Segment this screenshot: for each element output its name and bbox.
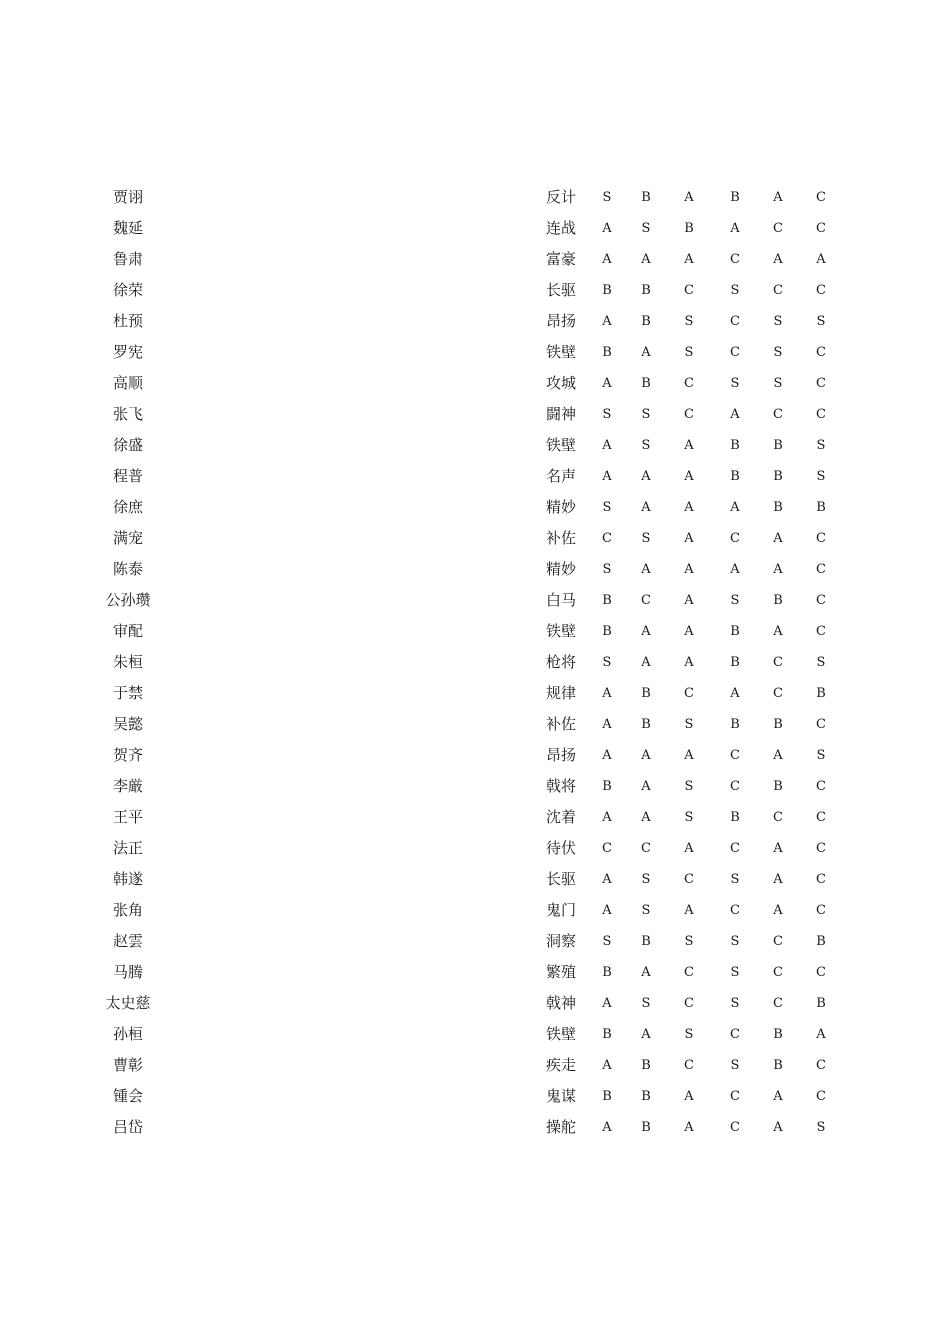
table-row bbox=[0, 492, 950, 523]
aptitude-grade: C bbox=[816, 283, 826, 298]
aptitude-grade: S bbox=[684, 717, 694, 732]
aptitude-grade: C bbox=[816, 407, 826, 422]
aptitude-grade: S bbox=[816, 655, 826, 670]
aptitude-grade: C bbox=[730, 1089, 740, 1104]
aptitude-grade: A bbox=[602, 686, 612, 701]
aptitude-grade: S bbox=[816, 469, 826, 484]
aptitude-grade: B bbox=[730, 655, 740, 670]
general-name: 程普 bbox=[112, 467, 143, 485]
aptitude-grade: B bbox=[730, 624, 740, 639]
aptitude-grade: C bbox=[641, 841, 651, 856]
general-name: 贺齐 bbox=[112, 746, 143, 764]
aptitude-grade: C bbox=[602, 841, 612, 856]
aptitude-grade: S bbox=[641, 996, 651, 1011]
aptitude-grade: B bbox=[641, 314, 651, 329]
aptitude-grade: S bbox=[730, 872, 740, 887]
aptitude-grade: A bbox=[730, 407, 740, 422]
aptitude-grade: C bbox=[773, 407, 783, 422]
special-skill: 名声 bbox=[545, 467, 576, 485]
aptitude-grade: S bbox=[602, 500, 612, 515]
aptitude-grade: B bbox=[684, 221, 694, 236]
aptitude-grade: B bbox=[773, 717, 783, 732]
aptitude-grade: B bbox=[773, 500, 783, 515]
aptitude-grade: B bbox=[730, 190, 740, 205]
aptitude-grade: C bbox=[773, 686, 783, 701]
aptitude-grade: C bbox=[684, 872, 694, 887]
aptitude-grade: A bbox=[602, 314, 612, 329]
aptitude-grade: A bbox=[773, 190, 783, 205]
table-row bbox=[0, 709, 950, 740]
aptitude-grade: C bbox=[684, 686, 694, 701]
general-name: 马腾 bbox=[112, 963, 143, 981]
aptitude-grade: A bbox=[602, 221, 612, 236]
aptitude-grade: C bbox=[730, 1027, 740, 1042]
aptitude-grade: B bbox=[773, 469, 783, 484]
general-name: 张角 bbox=[112, 901, 143, 919]
aptitude-grade: C bbox=[773, 221, 783, 236]
aptitude-grade: B bbox=[730, 469, 740, 484]
table-row bbox=[0, 864, 950, 895]
aptitude-grade: A bbox=[641, 965, 651, 980]
aptitude-grade: S bbox=[684, 810, 694, 825]
table-row bbox=[0, 554, 950, 585]
aptitude-grade: B bbox=[773, 1058, 783, 1073]
general-name: 太史慈 bbox=[105, 994, 151, 1012]
aptitude-grade: A bbox=[773, 252, 783, 267]
aptitude-grade: B bbox=[730, 810, 740, 825]
aptitude-grade: B bbox=[641, 283, 651, 298]
aptitude-grade: A bbox=[684, 1120, 694, 1135]
aptitude-grade: S bbox=[684, 779, 694, 794]
special-skill: 铁壁 bbox=[545, 1025, 576, 1043]
aptitude-grade: B bbox=[602, 283, 612, 298]
aptitude-grade: C bbox=[730, 1120, 740, 1135]
table-row bbox=[0, 1112, 950, 1143]
special-skill: 精妙 bbox=[545, 560, 576, 578]
aptitude-grade: B bbox=[602, 345, 612, 360]
aptitude-grade: A bbox=[773, 872, 783, 887]
aptitude-grade: S bbox=[602, 655, 612, 670]
table-row bbox=[0, 926, 950, 957]
aptitude-grade: A bbox=[641, 252, 651, 267]
aptitude-grade: A bbox=[730, 500, 740, 515]
aptitude-grade: A bbox=[730, 686, 740, 701]
aptitude-grade: A bbox=[773, 1089, 783, 1104]
aptitude-grade: C bbox=[816, 779, 826, 794]
aptitude-grade: A bbox=[602, 252, 612, 267]
aptitude-grade: S bbox=[602, 407, 612, 422]
aptitude-grade: B bbox=[641, 1058, 651, 1073]
aptitude-grade: S bbox=[773, 314, 783, 329]
aptitude-grade: C bbox=[773, 965, 783, 980]
aptitude-grade: S bbox=[816, 1120, 826, 1135]
general-name: 高顺 bbox=[112, 374, 143, 392]
aptitude-grade: A bbox=[773, 1120, 783, 1135]
general-name: 审配 bbox=[112, 622, 143, 640]
aptitude-grade: C bbox=[730, 841, 740, 856]
aptitude-grade: C bbox=[816, 190, 826, 205]
aptitude-grade: B bbox=[773, 438, 783, 453]
aptitude-grade: C bbox=[816, 717, 826, 732]
aptitude-grade: C bbox=[730, 748, 740, 763]
aptitude-grade: C bbox=[641, 593, 651, 608]
general-name: 法正 bbox=[112, 839, 143, 857]
aptitude-grade: A bbox=[602, 872, 612, 887]
aptitude-grade: B bbox=[602, 624, 612, 639]
special-skill: 昂扬 bbox=[545, 312, 576, 330]
general-name: 李厳 bbox=[112, 777, 143, 795]
aptitude-grade: C bbox=[773, 810, 783, 825]
table-row bbox=[0, 988, 950, 1019]
aptitude-grade: S bbox=[773, 345, 783, 360]
aptitude-grade: C bbox=[773, 655, 783, 670]
aptitude-grade: A bbox=[684, 1089, 694, 1104]
aptitude-grade: C bbox=[816, 1058, 826, 1073]
aptitude-grade: C bbox=[684, 376, 694, 391]
aptitude-grade: A bbox=[730, 221, 740, 236]
aptitude-grade: C bbox=[816, 872, 826, 887]
table-row bbox=[0, 244, 950, 275]
table-row bbox=[0, 647, 950, 678]
aptitude-grade: S bbox=[684, 934, 694, 949]
special-skill: 连战 bbox=[545, 219, 576, 237]
general-name: 杜预 bbox=[112, 312, 143, 330]
special-skill: 沈着 bbox=[545, 808, 576, 826]
special-skill: 长驱 bbox=[545, 870, 576, 888]
aptitude-grade: A bbox=[602, 438, 612, 453]
aptitude-grade: C bbox=[684, 1058, 694, 1073]
aptitude-grade: S bbox=[641, 407, 651, 422]
aptitude-grade: S bbox=[684, 314, 694, 329]
aptitude-grade: B bbox=[641, 190, 651, 205]
aptitude-grade: A bbox=[641, 748, 651, 763]
general-name: 吕岱 bbox=[112, 1118, 143, 1136]
aptitude-grade: A bbox=[641, 624, 651, 639]
table-row bbox=[0, 616, 950, 647]
aptitude-grade: S bbox=[816, 438, 826, 453]
table-row bbox=[0, 306, 950, 337]
aptitude-grade: C bbox=[816, 593, 826, 608]
aptitude-grade: A bbox=[773, 562, 783, 577]
aptitude-grade: B bbox=[602, 779, 612, 794]
aptitude-grade: A bbox=[773, 748, 783, 763]
aptitude-grade: S bbox=[730, 376, 740, 391]
aptitude-grade: B bbox=[641, 1089, 651, 1104]
special-skill: 闘神 bbox=[545, 405, 576, 423]
aptitude-grade: B bbox=[730, 438, 740, 453]
aptitude-grade: A bbox=[773, 624, 783, 639]
aptitude-grade: C bbox=[730, 531, 740, 546]
aptitude-grade: C bbox=[816, 562, 826, 577]
special-skill: 戟神 bbox=[545, 994, 576, 1012]
table-row bbox=[0, 337, 950, 368]
special-skill: 攻城 bbox=[545, 374, 576, 392]
aptitude-grade: B bbox=[641, 376, 651, 391]
aptitude-grade: C bbox=[684, 407, 694, 422]
aptitude-grade: S bbox=[641, 438, 651, 453]
aptitude-grade: C bbox=[602, 531, 612, 546]
aptitude-grade: C bbox=[730, 252, 740, 267]
general-name: 韩遂 bbox=[112, 870, 143, 888]
general-name: 孙桓 bbox=[112, 1025, 143, 1043]
table-row bbox=[0, 399, 950, 430]
aptitude-grade: C bbox=[730, 314, 740, 329]
aptitude-grade: A bbox=[602, 376, 612, 391]
aptitude-grade: B bbox=[641, 1120, 651, 1135]
aptitude-grade: S bbox=[730, 283, 740, 298]
aptitude-grade: S bbox=[816, 748, 826, 763]
special-skill: 洞察 bbox=[545, 932, 576, 950]
aptitude-grade: A bbox=[602, 810, 612, 825]
aptitude-grade: C bbox=[816, 810, 826, 825]
aptitude-grade: A bbox=[684, 469, 694, 484]
general-name: 满宠 bbox=[112, 529, 143, 547]
aptitude-grade: A bbox=[602, 748, 612, 763]
general-name: 徐荣 bbox=[112, 281, 143, 299]
table-row bbox=[0, 771, 950, 802]
aptitude-grade: A bbox=[684, 562, 694, 577]
general-name: 徐庶 bbox=[112, 498, 143, 516]
aptitude-grade: C bbox=[730, 903, 740, 918]
special-skill: 长驱 bbox=[545, 281, 576, 299]
aptitude-grade: B bbox=[816, 996, 826, 1011]
aptitude-grade: A bbox=[684, 624, 694, 639]
aptitude-grade: C bbox=[816, 624, 826, 639]
special-skill: 精妙 bbox=[545, 498, 576, 516]
aptitude-grade: A bbox=[816, 1027, 826, 1042]
table-row bbox=[0, 895, 950, 926]
special-skill: 反计 bbox=[545, 188, 576, 206]
table-row bbox=[0, 585, 950, 616]
aptitude-grade: S bbox=[641, 221, 651, 236]
special-skill: 补佐 bbox=[545, 715, 576, 733]
aptitude-grade: C bbox=[773, 934, 783, 949]
aptitude-grade: S bbox=[730, 934, 740, 949]
aptitude-grade: C bbox=[730, 779, 740, 794]
general-name: 吴懿 bbox=[112, 715, 143, 733]
general-name: 鲁肃 bbox=[112, 250, 143, 268]
aptitude-grade: C bbox=[816, 841, 826, 856]
special-skill: 铁壁 bbox=[545, 343, 576, 361]
special-skill: 铁壁 bbox=[545, 622, 576, 640]
aptitude-grade: A bbox=[641, 779, 651, 794]
aptitude-grade: A bbox=[641, 345, 651, 360]
general-name: 赵雲 bbox=[112, 932, 143, 950]
aptitude-grade: A bbox=[602, 469, 612, 484]
aptitude-grade: A bbox=[684, 438, 694, 453]
aptitude-grade: A bbox=[602, 717, 612, 732]
special-skill: 鬼谋 bbox=[545, 1087, 576, 1105]
special-skill: 补佐 bbox=[545, 529, 576, 547]
table-row bbox=[0, 430, 950, 461]
special-skill: 规律 bbox=[545, 684, 576, 702]
aptitude-grade: A bbox=[684, 841, 694, 856]
aptitude-grade: B bbox=[641, 934, 651, 949]
table-row bbox=[0, 740, 950, 771]
aptitude-grade: B bbox=[730, 717, 740, 732]
aptitude-grade: S bbox=[773, 376, 783, 391]
general-name: 公孙瓒 bbox=[105, 591, 151, 609]
special-skill: 昂扬 bbox=[545, 746, 576, 764]
aptitude-grade: C bbox=[816, 965, 826, 980]
aptitude-grade: A bbox=[684, 252, 694, 267]
aptitude-grade: A bbox=[773, 841, 783, 856]
special-skill: 铁壁 bbox=[545, 436, 576, 454]
general-name: 魏延 bbox=[112, 219, 143, 237]
general-name: 于禁 bbox=[112, 684, 143, 702]
aptitude-grade: S bbox=[641, 872, 651, 887]
aptitude-grade: C bbox=[730, 345, 740, 360]
aptitude-grade: A bbox=[684, 748, 694, 763]
aptitude-grade: B bbox=[602, 965, 612, 980]
aptitude-grade: A bbox=[684, 593, 694, 608]
aptitude-grade: A bbox=[641, 500, 651, 515]
aptitude-grade: B bbox=[816, 686, 826, 701]
aptitude-grade: A bbox=[773, 903, 783, 918]
special-skill: 戟将 bbox=[545, 777, 576, 795]
special-skill: 白马 bbox=[545, 591, 576, 609]
table-row bbox=[0, 1081, 950, 1112]
aptitude-grade: B bbox=[816, 500, 826, 515]
aptitude-grade: A bbox=[641, 469, 651, 484]
aptitude-grade: A bbox=[684, 903, 694, 918]
aptitude-grade: B bbox=[641, 686, 651, 701]
aptitude-grade: B bbox=[602, 593, 612, 608]
table-row bbox=[0, 523, 950, 554]
aptitude-grade: A bbox=[684, 655, 694, 670]
aptitude-grade: C bbox=[684, 965, 694, 980]
aptitude-grade: A bbox=[730, 562, 740, 577]
aptitude-grade: C bbox=[684, 996, 694, 1011]
aptitude-grade: A bbox=[641, 562, 651, 577]
aptitude-grade: A bbox=[684, 531, 694, 546]
aptitude-grade: C bbox=[816, 1089, 826, 1104]
table-row bbox=[0, 833, 950, 864]
general-name: 朱桓 bbox=[112, 653, 143, 671]
table-row bbox=[0, 957, 950, 988]
special-skill: 枪将 bbox=[545, 653, 576, 671]
aptitude-grade: A bbox=[602, 996, 612, 1011]
general-aptitude-table bbox=[0, 182, 950, 1143]
general-name: 罗宪 bbox=[112, 343, 143, 361]
aptitude-grade: C bbox=[773, 283, 783, 298]
aptitude-grade: B bbox=[773, 779, 783, 794]
table-row bbox=[0, 461, 950, 492]
aptitude-grade: C bbox=[684, 283, 694, 298]
table-row bbox=[0, 802, 950, 833]
general-name: 贾诩 bbox=[112, 188, 143, 206]
table-row bbox=[0, 275, 950, 306]
aptitude-grade: S bbox=[641, 531, 651, 546]
general-name: 陈泰 bbox=[112, 560, 143, 578]
general-name: 王平 bbox=[112, 808, 143, 826]
aptitude-grade: C bbox=[816, 221, 826, 236]
general-name: 张飞 bbox=[112, 405, 143, 423]
aptitude-grade: S bbox=[730, 1058, 740, 1073]
aptitude-grade: S bbox=[730, 593, 740, 608]
aptitude-grade: B bbox=[602, 1089, 612, 1104]
aptitude-grade: S bbox=[730, 965, 740, 980]
aptitude-grade: C bbox=[816, 531, 826, 546]
aptitude-grade: A bbox=[641, 810, 651, 825]
special-skill: 待伏 bbox=[545, 839, 576, 857]
aptitude-grade: B bbox=[602, 1027, 612, 1042]
aptitude-grade: A bbox=[602, 1120, 612, 1135]
table-row bbox=[0, 213, 950, 244]
special-skill: 富豪 bbox=[545, 250, 576, 268]
aptitude-grade: S bbox=[641, 903, 651, 918]
table-row bbox=[0, 678, 950, 709]
aptitude-grade: A bbox=[684, 190, 694, 205]
aptitude-grade: A bbox=[641, 1027, 651, 1042]
special-skill: 疾走 bbox=[545, 1056, 576, 1074]
special-skill: 操舵 bbox=[545, 1118, 576, 1136]
special-skill: 鬼门 bbox=[545, 901, 576, 919]
aptitude-grade: B bbox=[773, 593, 783, 608]
general-name: 曹彰 bbox=[112, 1056, 143, 1074]
special-skill: 繁殖 bbox=[545, 963, 576, 981]
aptitude-grade: S bbox=[602, 562, 612, 577]
aptitude-grade: C bbox=[816, 903, 826, 918]
aptitude-grade: C bbox=[816, 345, 826, 360]
table-row bbox=[0, 182, 950, 213]
aptitude-grade: B bbox=[773, 1027, 783, 1042]
table-row bbox=[0, 1050, 950, 1081]
aptitude-grade: S bbox=[684, 345, 694, 360]
aptitude-grade: A bbox=[684, 500, 694, 515]
aptitude-grade: S bbox=[730, 996, 740, 1011]
aptitude-grade: S bbox=[684, 1027, 694, 1042]
aptitude-grade: A bbox=[816, 252, 826, 267]
aptitude-grade: C bbox=[816, 376, 826, 391]
aptitude-grade: B bbox=[816, 934, 826, 949]
general-name: 锺会 bbox=[112, 1087, 143, 1105]
aptitude-grade: C bbox=[773, 996, 783, 1011]
aptitude-grade: S bbox=[602, 190, 612, 205]
table-row bbox=[0, 1019, 950, 1050]
general-name: 徐盛 bbox=[112, 436, 143, 454]
aptitude-grade: A bbox=[602, 1058, 612, 1073]
aptitude-grade: S bbox=[602, 934, 612, 949]
aptitude-grade: A bbox=[602, 903, 612, 918]
table-row bbox=[0, 368, 950, 399]
aptitude-grade: B bbox=[641, 717, 651, 732]
aptitude-grade: S bbox=[816, 314, 826, 329]
aptitude-grade: A bbox=[641, 655, 651, 670]
aptitude-grade: A bbox=[773, 531, 783, 546]
